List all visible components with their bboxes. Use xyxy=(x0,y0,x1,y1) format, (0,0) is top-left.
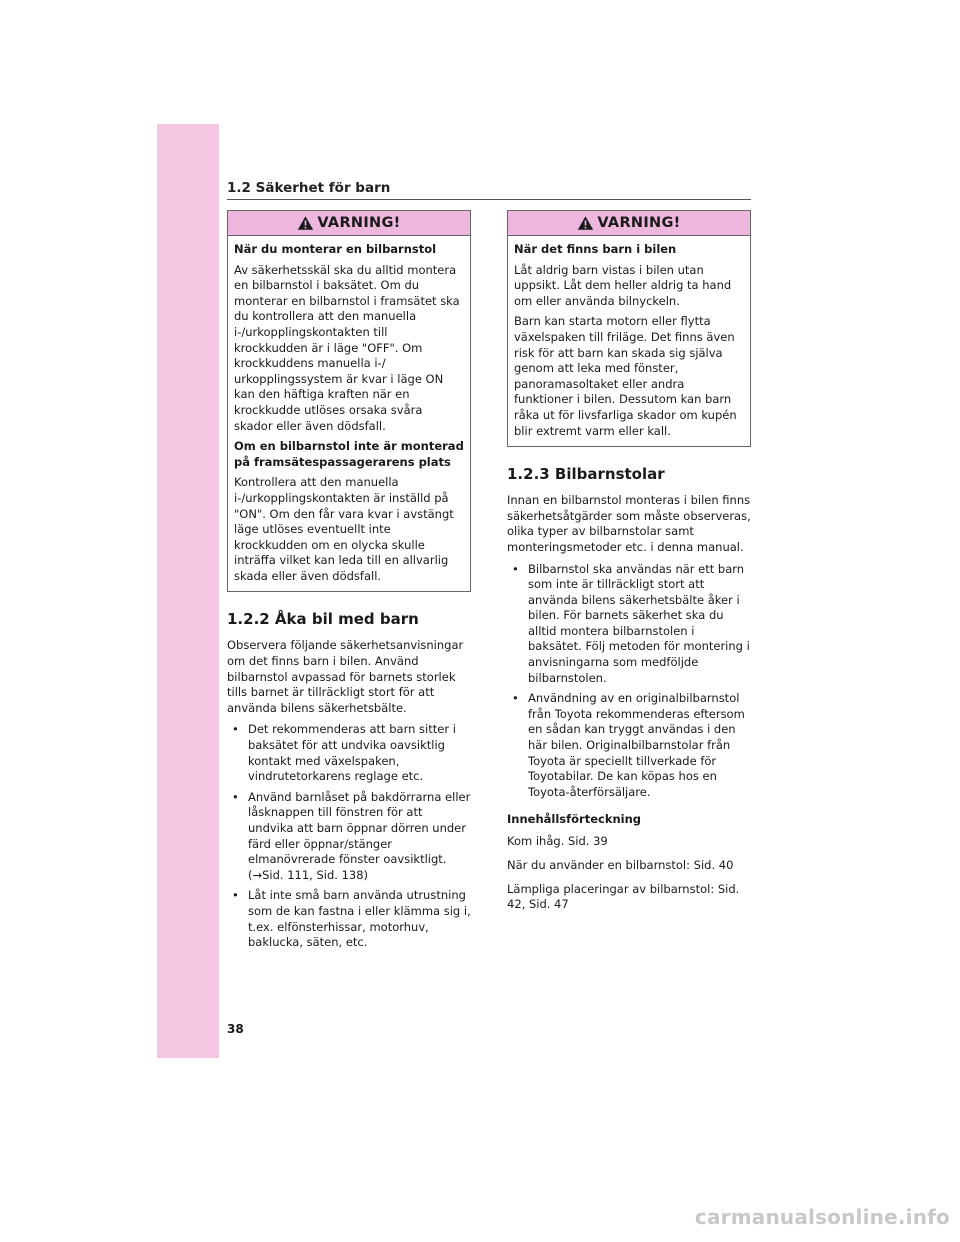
watermark: carmanualsonline.info xyxy=(694,1205,950,1229)
warning-body xyxy=(228,236,470,591)
toc-link[interactable]: Lämpliga placeringar av bilbarnstol: Sid. 42, Sid. 47 xyxy=(507,881,740,912)
warning-subheading: När det finns barn i bilen xyxy=(514,242,677,256)
warning-triangle-icon xyxy=(577,215,594,231)
warning-box-left xyxy=(227,210,471,592)
page-number: 38 xyxy=(227,1022,244,1036)
section-title: 1.2.2 Åka bil med barn xyxy=(227,610,419,629)
page-side-tab xyxy=(157,124,219,1058)
list-item: • Låt inte små barn använda utrustning som de kan fastna i eller klämma sig i, t.ex. elfönsterhissar, motorhuv, baklucka, säten, etc. xyxy=(227,888,471,950)
warning-box-right xyxy=(507,210,751,447)
toc-link[interactable]: Kom ihåg. Sid. 39 xyxy=(507,834,608,849)
section-title: 1.2.3 Bilbarnstolar xyxy=(507,465,665,484)
warning-triangle-icon xyxy=(297,215,314,231)
warning-subheading: När du monterar en bilbarnstol xyxy=(234,242,437,256)
warning-header xyxy=(228,211,470,236)
header-divider xyxy=(227,199,751,200)
toc-title: Innehållsförteckning xyxy=(507,812,642,827)
warning-paragraph: Barn kan starta motorn eller flytta växelspaken till friläge. Det finns även risk för att barn kan skada sig själva genom att leka med fönster, panoramasoltaket eller andra funktioner i bilen. Dessutom kan barn råka ut för livsfarliga skador om kupén blir extremt varm eller kall. xyxy=(514,314,737,438)
list-item: • Användning av en originalbilbarnstol från Toyota rekommenderas eftersom en sådan kan tryggt användas i den här bilen. Originalbilbarnstolar från Toyota är speciellt tillverkade för Toyotabilar. De kan köpas hos en Toyota-återförsäljare. xyxy=(507,691,751,800)
section-intro: Innan en bilbarnstol monteras i bilen finns säkerhetsåtgärder som måste observeras, olika typer av bilbarnstolar samt monteringsmetoder etc. i denna manual. xyxy=(507,493,751,554)
warning-paragraph: Av säkerhetsskäl ska du alltid montera en bilbarnstol i baksätet. Om du monterar en bilbarnstol i framsätet ska du kontrollera att den manuella i-/urkopplingskontakten till krockkudden är i läge "OFF". Om krockkuddens manuella i-/ urkopplingssystem är kvar i läge ON kan den häftiga kraften när en krockkudde utlöses orsaka svåra skador eller även dödsfall. xyxy=(234,262,460,433)
warning-title: VARNING! xyxy=(317,215,401,231)
warning-paragraph: Låt aldrig barn vistas i bilen utan uppsikt. Låt dem heller aldrig ta hand om eller använda bilnyckeln. xyxy=(514,262,732,308)
warning-header xyxy=(508,211,750,236)
list-item: • Det rekommenderas att barn sitter i baksätet för att undvika oavsiktlig kontakt med växelspaken, vindrutetorkarens reglage etc. xyxy=(227,722,471,784)
section-intro: Observera följande säkerhetsanvisningar om det finns barn i bilen. Använd bilbarnstol avpassad för barnets storlek tills barnet är tillräckligt stort för att använda bilens säkerhetsbälte. xyxy=(227,638,464,715)
warning-body xyxy=(508,236,750,446)
warning-title: VARNING! xyxy=(597,215,681,231)
right-column xyxy=(507,210,751,921)
warning-paragraph: Kontrollera att den manuella i-/urkopplingskontakten är inställd på "ON". Om den får vara kvar i avstängt läge utlöses eventuellt inte krockkudden om en olycka skulle inträffa vilket kan leda till en allvarlig skada eller även dödsfall. xyxy=(234,475,454,583)
list-item: • Bilbarnstol ska användas när ett barn som inte är tillräckligt stort att använda bilens säkerhetsbälte åker i bilen. För barnets säkerhet ska du alltid montera bilbarnstolen i baksätet. Följ metoden för montering i anvisningarna som medföljde bilbarnstolen. xyxy=(507,562,751,687)
left-column xyxy=(227,210,471,957)
warning-subheading: Om en bilbarnstol inte är monterad på framsätespassagerarens plats xyxy=(234,439,464,469)
toc-link[interactable]: När du använder en bilbarnstol: Sid. 40 xyxy=(507,858,734,872)
list-item: • Använd barnlåset på bakdörrarna eller låsknappen till fönstren för att undvika att barn öppnar dörren under färd eller öppnar/stänger elmanövrerade fönster oavsiktligt. (→Sid. 111, Sid. 138) xyxy=(227,790,471,884)
section-header: 1.2 Säkerhet för barn xyxy=(227,180,391,196)
bullet-list xyxy=(507,562,751,801)
bullet-list xyxy=(227,722,471,950)
